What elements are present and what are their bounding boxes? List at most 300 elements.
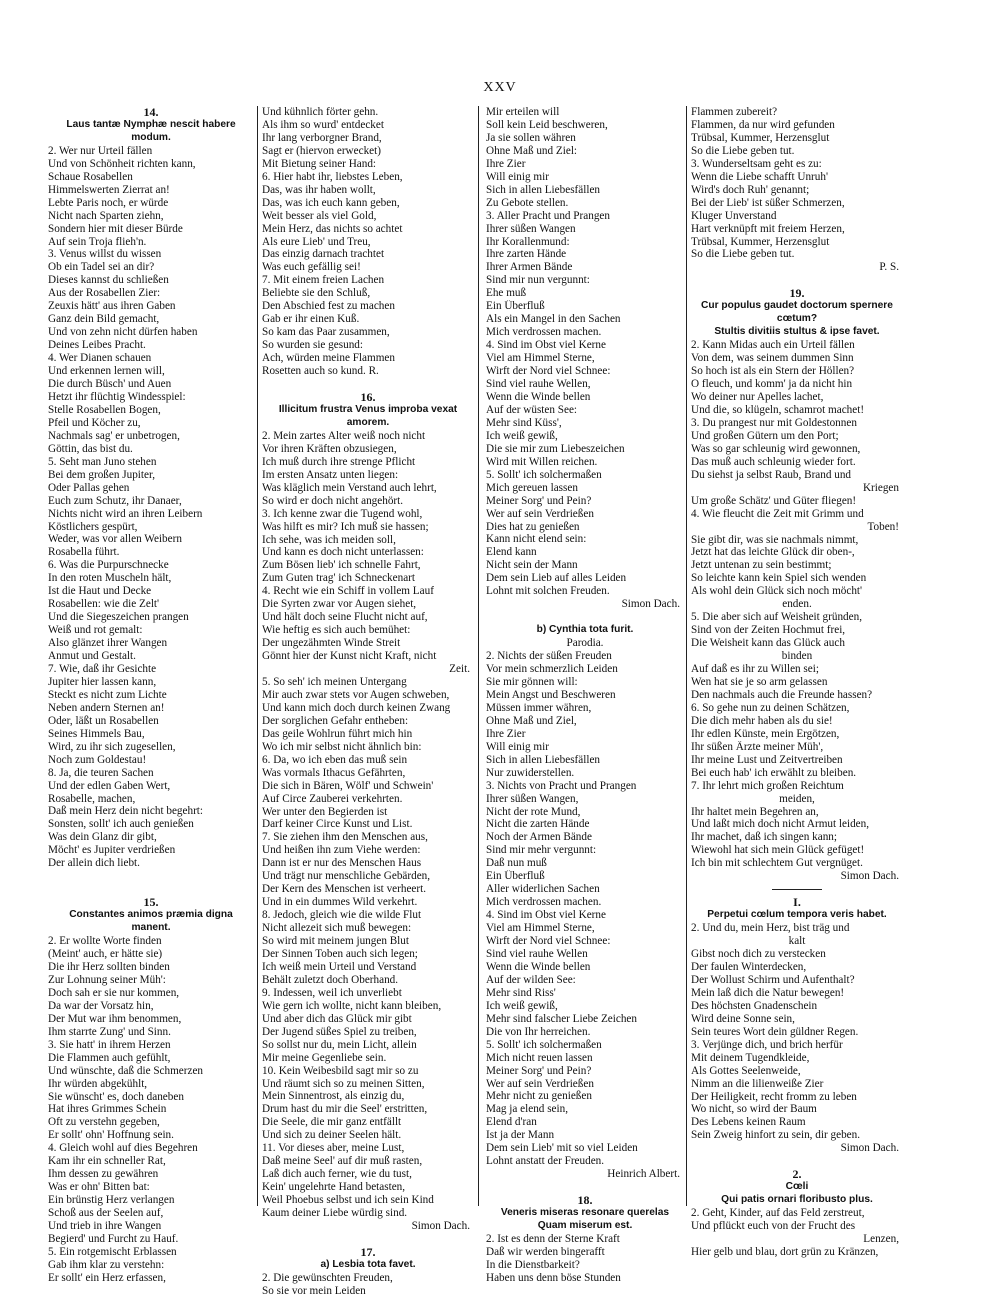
poem-subtitle: Parodia. bbox=[566, 637, 604, 650]
verse-line: Mir auch zwar stets vor Augen schweben, bbox=[262, 688, 450, 701]
verse-line: Oder Pallas gehen bbox=[48, 481, 130, 494]
verse-line: meiden, bbox=[779, 792, 815, 805]
verse-line: Was dein Glanz dir gibt, bbox=[48, 831, 157, 844]
verse-line: Gab ihm klar zu verstehn: bbox=[48, 1258, 165, 1271]
verse-line: Hier gelb und blau, dort grün zu Kränzen, bbox=[691, 1246, 879, 1259]
verse-line: 2. Er wollte Worte finden bbox=[48, 935, 162, 948]
verse-line: Jetzt untenan zu sein bestimmt; bbox=[691, 559, 832, 572]
verse-line: 2. Und du, mein Herz, bist träg und bbox=[691, 922, 850, 935]
verse-line: 3. Ich kenne zwar die Tugend wohl, bbox=[262, 507, 423, 520]
verse-line: In den roten Muscheln hält, bbox=[48, 572, 172, 585]
poem-number: 18. bbox=[577, 1194, 593, 1208]
verse-line: 3. Du prangest nur mit Goldestonnen bbox=[691, 416, 857, 429]
verse-line: Ihr edlen Künste, mein Ergötzen, bbox=[691, 727, 840, 740]
text-column-4 bbox=[691, 106, 903, 1259]
verse-line: Ihr meine Lust und Zeitvertreiben bbox=[691, 753, 843, 766]
verse-line: Hat ihres Grimmes Schein bbox=[48, 1103, 167, 1116]
verse-line: Mir erteilen will bbox=[486, 106, 560, 118]
verse-line: Kein' ungelehrte Hand betasten, bbox=[262, 1181, 406, 1194]
verse-line: Wo ich mir selbst nicht ähnlich bin: bbox=[262, 740, 422, 753]
verse-line: So sollst nur du, mein Licht, allein bbox=[262, 1038, 417, 1051]
verse-line: So hoch ist als ein Stern der Höllen? bbox=[691, 365, 855, 378]
verse-line: Sind mir mehr vergunnt: bbox=[486, 844, 597, 857]
verse-line: Wiewohl hat sich mein Glück gefüget! bbox=[691, 844, 865, 857]
verse-line: Hart verknüpft mit freiem Herzen, bbox=[691, 222, 845, 235]
poem-number: 19. bbox=[789, 287, 805, 301]
verse-line: 2. Die gewünschten Freuden, bbox=[262, 1271, 393, 1284]
poem-heading: manent. bbox=[131, 922, 171, 934]
verse-line: Oder, läßt un Rosabellen bbox=[48, 714, 159, 727]
verse-line: Rosabella führt. bbox=[48, 546, 120, 559]
verse-line: Pfeil und Köcher zu, bbox=[48, 416, 141, 429]
verse-line: binden bbox=[781, 650, 813, 663]
verse-line: Sein teures Wort dein güldner Regen. bbox=[691, 1025, 859, 1038]
verse-line: Ihrer süßen Wangen, bbox=[486, 792, 579, 805]
verse-line: 6. So gehe nun zu deinen Schätzen, bbox=[691, 701, 850, 714]
verse-line: Was hilft es mir? Ich muß sie hassen; bbox=[262, 520, 429, 533]
verse-line: Viel am Himmel Sterne, bbox=[486, 352, 595, 365]
verse-line: 4. Wie fleucht die Zeit mit Grimm und bbox=[691, 507, 864, 520]
verse-line: Wo nicht, so wird der Baum bbox=[691, 1103, 817, 1116]
verse-line: Daß wir werden bingerafft bbox=[486, 1245, 605, 1258]
verse-line: Ach, würden meine Flammen bbox=[262, 352, 395, 365]
verse-line: Sich in allen Liebesfällen bbox=[486, 753, 601, 766]
verse-line: Soll kein Leid beschweren, bbox=[486, 118, 608, 131]
verse-line: Flammen, da nur wird gefunden bbox=[691, 118, 835, 131]
verse-line: Nicht allezeit sich muß bewegen: bbox=[262, 922, 412, 935]
verse-line: Kann nicht elend sein: bbox=[486, 533, 587, 546]
verse-line: Mein Herz, das nichts so achtet bbox=[262, 222, 403, 235]
verse-line: Als ihm so wurd' entdecket bbox=[262, 118, 384, 131]
poem-number: 16. bbox=[360, 391, 376, 404]
verse-line: Was er ohn' Bitten bat: bbox=[48, 1181, 150, 1194]
verse-line: Darf keiner Circe Kunst und List. bbox=[262, 818, 413, 831]
verse-line: Köstlichers gespürt, bbox=[48, 520, 138, 533]
author-signature: Simon Dach. bbox=[840, 870, 899, 883]
verse-line: 4. Wer Dianen schauen bbox=[48, 352, 152, 365]
verse-line: Auf Circe Zauberei verkehrten. bbox=[262, 792, 403, 805]
poem-heading: amorem. bbox=[346, 416, 390, 428]
verse-line: kalt bbox=[788, 935, 806, 948]
verse-line: enden. bbox=[782, 598, 812, 611]
verse-line: Auf der wilden See: bbox=[486, 973, 576, 986]
verse-line: Die Seele, die mir ganz entfällt bbox=[262, 1116, 402, 1129]
verse-line: 6. Was die Purpurschnecke bbox=[48, 559, 169, 572]
column-rule bbox=[478, 106, 479, 1206]
verse-line: Rosabellen: wie die Zelt' bbox=[48, 598, 160, 611]
verse-line: Lohnt anstatt der Freuden. bbox=[486, 1155, 605, 1168]
verse-line: Bei der Lieb' ist süßer Schmerzen, bbox=[691, 196, 845, 209]
verse-line: Mein laß dich die Natur bewegen! bbox=[691, 986, 845, 999]
poem-heading: Constantes animos præmia digna bbox=[69, 909, 233, 921]
verse-line: Und wünschte, daß die Schmerzen bbox=[48, 1064, 204, 1077]
verse-line: Wird, zu ihr sich zugesellen, bbox=[48, 740, 176, 753]
verse-line: Und sich zu deiner Seelen hält. bbox=[262, 1129, 402, 1142]
verse-line: So sie vor mein Leiden bbox=[262, 1284, 366, 1297]
verse-line: Und in ein dummes Wild verkehrt. bbox=[262, 896, 418, 909]
verse-line: Dem sein Lieb auf alles Leiden bbox=[486, 572, 627, 585]
verse-line: Wirft der Nord viel Schnee: bbox=[486, 365, 611, 378]
verse-line: Kluger Unverstand bbox=[691, 209, 777, 222]
verse-line: 11. Vor dieses aber, meine Lust, bbox=[262, 1142, 405, 1155]
verse-line: Jupiter hier lassen kann, bbox=[48, 675, 157, 688]
verse-line: Ohne Maß und Ziel: bbox=[486, 144, 578, 157]
author-signature: Heinrich Albert. bbox=[607, 1168, 680, 1181]
verse-line: Er sollt' ohn' Hoffnung sein. bbox=[48, 1129, 174, 1142]
verse-line: Nichts nicht wird an ihren Leibern bbox=[48, 507, 203, 520]
verse-line: Elend kann bbox=[486, 546, 537, 559]
verse-line: Was so gar schleunig wird gewonnen, bbox=[691, 442, 861, 455]
verse-line: 7. Mit einem freien Lachen bbox=[262, 274, 385, 287]
verse-line: Zum Guten trag' ich Schneckenart bbox=[262, 572, 415, 585]
verse-line: Wo deiner nur Apelles lachet, bbox=[691, 391, 824, 404]
verse-line: O fleuch, und komm' ja da nicht hin bbox=[691, 378, 853, 391]
verse-line: Aus der Rosabellen Zier: bbox=[48, 287, 161, 300]
verse-line: 5. So seh' ich meinen Untergang bbox=[262, 675, 407, 688]
verse-line: Trübsal, Kummer, Herzensglut bbox=[691, 131, 830, 144]
verse-line: Ihr haltet mein Begehren an, bbox=[691, 805, 819, 818]
verse-line: Deines Leibes Pracht. bbox=[48, 339, 146, 352]
verse-line: Ihre zarten Hände bbox=[486, 248, 567, 261]
verse-line: (Meint' auch, er hätte sie) bbox=[48, 948, 163, 961]
verse-line: Steckt es nicht zum Lichte bbox=[48, 688, 167, 701]
verse-line: Mich verdrossen machen. bbox=[486, 326, 602, 339]
verse-line: Des höchsten Gnadenschein bbox=[691, 999, 818, 1012]
verse-line: Des Lebens keinen Raum bbox=[691, 1116, 806, 1129]
verse-line: Und kann es doch nicht unterlassen: bbox=[262, 546, 424, 559]
verse-line: Doch sah er sie nur kommen, bbox=[48, 986, 180, 999]
verse-line: 4. Recht wie ein Schiff in vollem Lauf bbox=[262, 585, 434, 598]
verse-line: Der sorglichen Gefahr entheben: bbox=[262, 714, 409, 727]
verse-line: Ein Überfluß bbox=[486, 300, 545, 313]
verse-line: Zu Gebote stellen. bbox=[486, 196, 569, 209]
verse-line: Trübsal, Kummer, Herzensglut bbox=[691, 235, 830, 248]
verse-line: 2. Nichts der süßen Freuden bbox=[486, 650, 612, 663]
verse-line: Da war der Vorsatz hin, bbox=[48, 999, 154, 1012]
verse-line: Kam ihr ein schneller Rat, bbox=[48, 1155, 166, 1168]
verse-line: Den Abschied fest zu machen bbox=[262, 300, 395, 313]
verse-line: So wurden sie gesund: bbox=[262, 339, 363, 352]
verse-line: Weit besser als viel Gold, bbox=[262, 209, 377, 222]
poem-heading: cœtum? bbox=[776, 313, 818, 325]
verse-line: Ja sie sollen währen bbox=[486, 131, 576, 144]
verse-line: Nachmals sag' er unbetrogen, bbox=[48, 429, 180, 442]
verse-line: Nicht die zarten Hände bbox=[486, 818, 590, 831]
verse-line: 5. Sollt' ich solchermaßen bbox=[486, 1038, 602, 1051]
verse-line: Zeuxis hätt' aus ihren Gaben bbox=[48, 300, 176, 313]
verse-line: Und großen Gütern um den Port; bbox=[691, 429, 839, 442]
verse-line: Kaum deiner Liebe würdig sind. bbox=[262, 1207, 408, 1220]
verse-line: Dann ist er nur des Menschen Haus bbox=[262, 857, 422, 870]
text-column-2 bbox=[262, 106, 474, 1298]
verse-line: 2. Geht, Kinder, auf das Feld zerstreut, bbox=[691, 1207, 865, 1220]
verse-line: 5. Ein rotgemischt Erblassen bbox=[48, 1245, 177, 1258]
poem-heading: b) Cynthia tota furit. bbox=[536, 624, 634, 636]
verse-line: Im ersten Ansatz unten liegen: bbox=[262, 468, 399, 481]
author-signature: Lenzen, bbox=[863, 1233, 899, 1246]
verse-line: Daß nun muß bbox=[486, 857, 547, 870]
verse-line: Und die Siegeszeichen prangen bbox=[48, 611, 189, 624]
text-column-3 bbox=[486, 106, 684, 1285]
poem-heading: Stultis divitiis stultus & ipse favet. bbox=[714, 326, 880, 338]
verse-line: Möcht' es Jupiter verdrießen bbox=[48, 844, 176, 857]
verse-line: Und pflückt euch von der Frucht des bbox=[691, 1220, 856, 1233]
verse-line: Mag ja elend sein, bbox=[486, 1103, 569, 1116]
verse-line: Wer auf sein Verdrießen bbox=[486, 1077, 594, 1090]
verse-line: Der faulen Winterdecken, bbox=[691, 961, 807, 973]
verse-line: Rosetten auch so kund. R. bbox=[262, 365, 379, 378]
verse-line: Bei dem großen Jupiter, bbox=[48, 468, 156, 481]
verse-line: So wird er doch nicht angehört. bbox=[262, 494, 404, 507]
verse-line: Ein Überfluß bbox=[486, 870, 545, 883]
verse-line: Nimm an die lilienweiße Zier bbox=[691, 1077, 824, 1090]
verse-line: 3. Sie hatt' in ihrem Herzen bbox=[48, 1038, 171, 1051]
verse-line: So kam das Paar zusammen, bbox=[262, 326, 390, 339]
verse-line: Sie mir gönnen will: bbox=[486, 675, 578, 688]
verse-line: 7. Wie, daß ihr Gesichte bbox=[48, 662, 157, 675]
verse-line: Daß meine Seel' auf dir muß rasten, bbox=[262, 1155, 423, 1168]
verse-line: Als Gottes Seelenweide, bbox=[691, 1064, 801, 1077]
verse-line: Mich verdrossen machen. bbox=[486, 896, 602, 909]
spacer bbox=[48, 883, 254, 896]
verse-line: Und der edlen Gaben Wert, bbox=[48, 779, 171, 792]
verse-line: Göttin, das bist du. bbox=[48, 442, 133, 455]
poem-number: 2. bbox=[792, 1168, 802, 1182]
verse-line: Aller widerlichen Sachen bbox=[486, 883, 600, 896]
verse-line: Ob ein Tadel sei an dir? bbox=[48, 261, 155, 274]
verse-line: Das, was ihr haben wollt, bbox=[262, 183, 376, 196]
verse-line: Die dich mehr haben als du sie! bbox=[691, 714, 833, 727]
verse-line: Müssen immer währen, bbox=[486, 701, 592, 714]
verse-line: Auf der wüsten See: bbox=[486, 403, 578, 416]
verse-line: 6. Hier habt ihr, liebstes Leben, bbox=[262, 170, 403, 183]
verse-line: Die durch Büsch' und Auen bbox=[48, 378, 172, 391]
verse-line: 3. Aller Pracht und Prangen bbox=[486, 209, 610, 222]
verse-line: Nicht nach Sparten ziehn, bbox=[48, 209, 164, 222]
verse-line: Schoß aus der Seelen auf, bbox=[48, 1207, 164, 1220]
verse-line: In die Dienstbarkeit? bbox=[486, 1258, 580, 1271]
verse-line: Ist ja der Mann bbox=[486, 1129, 555, 1142]
author-signature: Kriegen bbox=[862, 481, 899, 494]
text-column-1 bbox=[48, 106, 254, 1285]
author-signature: Simon Dach. bbox=[621, 598, 680, 611]
verse-line: Ehe muß bbox=[486, 287, 527, 300]
verse-line: 5. Seht man Juno stehen bbox=[48, 455, 157, 468]
verse-line: Mit Bietung seiner Hand: bbox=[262, 157, 377, 170]
verse-line: Die Syrten zwar vor Augen siehet, bbox=[262, 598, 417, 611]
verse-line: Das geile Wohlrun führt mich hin bbox=[262, 727, 413, 740]
verse-line: Himmelswerten Zierrat an! bbox=[48, 183, 170, 196]
verse-line: Wenn die Liebe schafft Unruh' bbox=[691, 170, 828, 183]
verse-line: Ganz dein Bild gemacht, bbox=[48, 313, 160, 326]
verse-line: Dies hat zu genießen bbox=[486, 520, 580, 533]
poem-number: I. bbox=[793, 896, 801, 910]
verse-line: Lohnt mit solchen Freuden. bbox=[486, 585, 610, 598]
verse-line: Haben uns denn böse Stunden bbox=[486, 1271, 621, 1284]
verse-line: Die Weisheit kann das Glück auch bbox=[691, 637, 845, 650]
verse-line: Weder, was vor allen Weibern bbox=[48, 533, 182, 546]
verse-line: 7. Sie ziehen ihm den Menschen aus, bbox=[262, 831, 428, 844]
spacer bbox=[262, 378, 474, 391]
spacer bbox=[691, 274, 903, 287]
verse-line: Vor ihren Kräften obzusiegen, bbox=[262, 442, 397, 455]
verse-line: Weil Phoebus selbst und ich sein Kind bbox=[262, 1194, 434, 1207]
verse-line: Was kläglich mein Verstand auch lehrt, bbox=[262, 481, 437, 494]
verse-line: Sie gibt dir, was sie nachmals nimmt, bbox=[691, 533, 859, 546]
verse-line: Viel am Himmel Sterne, bbox=[486, 922, 595, 935]
verse-line: 3. Verjünge dich, und brich herfür bbox=[691, 1038, 843, 1051]
verse-line: Mein Angst und Beschweren bbox=[486, 688, 616, 701]
verse-line: Euch zum Schutz, ihr Danaer, bbox=[48, 494, 182, 507]
verse-line: Das einzig darnach trachtet bbox=[262, 248, 385, 261]
poem-heading: Quam miserum est. bbox=[537, 1220, 633, 1232]
verse-line: Wer auf sein Verdrießen bbox=[486, 507, 594, 520]
verse-line: Und heißen ihn zum Viehe werden: bbox=[262, 844, 421, 857]
verse-line: Die sie mir zum Liebeszeichen bbox=[486, 442, 625, 455]
verse-line: Mit deinem Tugendkleide, bbox=[691, 1051, 810, 1064]
verse-line: Als wohl dein Glück sich noch möcht' bbox=[691, 585, 863, 598]
verse-line: Um große Schätz' und Güter fliegen! bbox=[691, 494, 857, 507]
verse-line: 4. Sind im Obst viel Kerne bbox=[486, 339, 606, 352]
column-rule bbox=[257, 106, 258, 1206]
poem-heading: Illicitum frustra Venus improba vexat bbox=[278, 403, 458, 415]
verse-line: Die ihr Herz sollten binden bbox=[48, 961, 170, 973]
verse-line: Und kühnlich förter gehn. bbox=[262, 106, 379, 118]
verse-line: Rosabelle, machen, bbox=[48, 792, 136, 805]
verse-line: Gab er ihr einen Kuß. bbox=[262, 313, 360, 326]
verse-line: Und räumt sich so zu meinen Sitten, bbox=[262, 1077, 425, 1090]
verse-line: Ihr lang verborgner Brand, bbox=[262, 131, 382, 144]
verse-line: Zum Bösen lieb' ich schnelle Fahrt, bbox=[262, 559, 421, 572]
verse-line: Sind mir nun vergunnt: bbox=[486, 274, 590, 287]
verse-line: Meiner Sorg' und Pein? bbox=[486, 1064, 592, 1077]
verse-line: Wird mit Willen reichen. bbox=[486, 455, 598, 468]
spacer bbox=[691, 1155, 903, 1168]
verse-line: Sind viel rauhe Wellen, bbox=[486, 378, 591, 391]
verse-line: Ein brünstig Herz verlangen bbox=[48, 1194, 175, 1207]
verse-line: So leichte kann kein Spiel sich wenden bbox=[691, 572, 867, 585]
verse-line: 2. Wer nur Urteil fällen bbox=[48, 144, 153, 157]
verse-line: Wirft der Nord viel Schnee: bbox=[486, 935, 611, 948]
verse-line: Anmut und Gestalt. bbox=[48, 650, 136, 663]
verse-line: So wird mit meinem jungen Blut bbox=[262, 935, 409, 948]
verse-line: Die sich in Bären, Wölf' und Schwein' bbox=[262, 779, 434, 792]
verse-line: Der allein dich liebt. bbox=[48, 857, 140, 870]
verse-line: Nur zuwiderstellen. bbox=[486, 766, 575, 779]
verse-line: Den nachmals auch die Freunde hassen? bbox=[691, 688, 873, 701]
poem-number: 15. bbox=[143, 896, 159, 910]
verse-line: Flammen zubereit? bbox=[691, 106, 778, 118]
verse-line: 8. Jedoch, gleich wie die wilde Flut bbox=[262, 909, 422, 922]
verse-line: Und trieb in ihre Wangen bbox=[48, 1220, 162, 1233]
verse-line: Und von Schönheit richten kann, bbox=[48, 157, 196, 170]
verse-line: Sonsten, sollt' ich auch genießen bbox=[48, 818, 194, 831]
verse-line: Zur Lohnung seiner Müh': bbox=[48, 973, 166, 986]
verse-line: Meiner Sorg' und Pein? bbox=[486, 494, 592, 507]
verse-line: Vor mein schmerzlich Leiden bbox=[486, 663, 618, 676]
verse-line: Lebte Paris noch, er würde bbox=[48, 196, 169, 209]
verse-line: Ihre Zier bbox=[486, 157, 526, 170]
verse-line: 3. Wunderseltsam geht es zu: bbox=[691, 157, 822, 170]
verse-line: Ist die Haut und Decke bbox=[48, 585, 152, 598]
verse-line: Noch der Armen Bände bbox=[486, 831, 592, 844]
spacer bbox=[486, 1181, 684, 1194]
verse-line: Sind viel rauhe Wellen bbox=[486, 948, 588, 960]
verse-line: Und trägt nur menschliche Gebärden, bbox=[262, 870, 431, 883]
poem-heading: Cur populus gaudet doctorum spernere bbox=[701, 300, 893, 312]
poem-heading: Qui patis ornari floribusto plus. bbox=[721, 1194, 873, 1206]
poem-heading: Cœli bbox=[785, 1181, 809, 1193]
verse-line: Will einig mir bbox=[486, 170, 549, 183]
verse-line: Und kann mich doch durch keinen Zwang bbox=[262, 701, 451, 714]
verse-line: Sein Zweig hinfort zu sein, dir geben. bbox=[691, 1129, 861, 1142]
verse-line: Ihr würden abgekühlt, bbox=[48, 1077, 148, 1090]
verse-line: 9. Indessen, weil ich unverliebt bbox=[262, 986, 402, 999]
verse-line: Ihr Korallenmund: bbox=[486, 235, 570, 248]
verse-line: Das, was ich euch kann geben, bbox=[262, 196, 400, 209]
verse-line: Wie heftig es sich auch bemühet: bbox=[262, 624, 411, 637]
verse-line: So die Liebe geben tut. bbox=[691, 144, 795, 157]
verse-line: Wie gern ich wollte, nicht kann bleiben, bbox=[262, 999, 442, 1012]
verse-line: Und hält doch seine Flucht nicht auf, bbox=[262, 611, 428, 624]
author-signature: P. S. bbox=[879, 261, 899, 274]
author-signature: Toben! bbox=[867, 520, 899, 533]
verse-line: Laß dich auch ferner, wie du tust, bbox=[262, 1168, 412, 1181]
verse-line: Und erkennen lernen will, bbox=[48, 365, 165, 378]
verse-line: Du siehst ja selbst Raub, Brand und bbox=[691, 468, 852, 481]
verse-line: Ich weiß gewiß, bbox=[486, 429, 558, 442]
verse-line: Und aber dich das Glück mir gibt bbox=[262, 1012, 412, 1025]
verse-line: Sich in allen Liebesfällen bbox=[486, 183, 601, 196]
verse-line: Mehr sind Küss', bbox=[486, 416, 562, 429]
verse-line: Ich weiß mein Urteil und Verstand bbox=[262, 960, 417, 973]
separator-rule bbox=[772, 889, 822, 890]
verse-line: 3. Nichts von Pracht und Prangen bbox=[486, 779, 637, 792]
author-signature: Zeit. bbox=[449, 663, 470, 676]
verse-line: Sondern hier mit dieser Bürde bbox=[48, 222, 183, 235]
verse-line: 4. Gleich wohl auf dies Begehren bbox=[48, 1142, 198, 1155]
poem-heading: Laus tantæ Nymphæ nescit habere bbox=[66, 118, 236, 130]
poem-heading: modum. bbox=[131, 131, 171, 143]
verse-line: Ich weiß gewiß, bbox=[486, 999, 558, 1012]
column-rule bbox=[686, 106, 687, 1206]
verse-line: Ohne Maß und Ziel, bbox=[486, 714, 577, 727]
poem-number: 17. bbox=[360, 1245, 376, 1259]
spacer bbox=[486, 611, 684, 624]
verse-line: Mich nicht reuen lassen bbox=[486, 1051, 593, 1064]
verse-line: Nicht der rote Mund, bbox=[486, 805, 581, 818]
verse-line: Jetzt hat das leichte Glück dir oben-, bbox=[691, 546, 855, 559]
poem-heading: Perpetui cœlum tempora veris habet. bbox=[707, 909, 887, 921]
verse-line: Wenn die Winde bellen bbox=[486, 390, 591, 403]
verse-line: 2. Kann Midas auch ein Urteil fällen bbox=[691, 339, 855, 352]
verse-line: Behält zuletzt doch Oberhand. bbox=[262, 973, 399, 986]
verse-line: Von dem, was seinem dummen Sinn bbox=[691, 352, 854, 365]
verse-line: Nicht sein der Mann bbox=[486, 559, 578, 572]
poem-heading: a) Lesbia tota favet. bbox=[320, 1258, 416, 1270]
verse-line: 4. Sind im Obst viel Kerne bbox=[486, 909, 606, 922]
verse-line: Ihm starrte Zung' und Sinn. bbox=[48, 1025, 171, 1038]
verse-line: Daß mein Herz dein nicht begehrt: bbox=[48, 805, 204, 818]
verse-line: Wird deine Sonne sein, bbox=[691, 1012, 795, 1025]
verse-line: Beliebte sie den Schluß, bbox=[262, 287, 371, 300]
verse-line: Hetzt ihr flüchtig Windesspiel: bbox=[48, 390, 186, 403]
verse-line: Der Wollust Schirm und Aufenthalt? bbox=[691, 973, 855, 986]
verse-line: Das muß auch schleunig wieder fort. bbox=[691, 455, 856, 468]
verse-line: Und von zehn nicht dürfen haben bbox=[48, 326, 198, 339]
verse-line: Ihrer Armen Bände bbox=[486, 261, 573, 274]
verse-line: Der Heiligkeit, recht fromm zu leben bbox=[691, 1090, 857, 1103]
